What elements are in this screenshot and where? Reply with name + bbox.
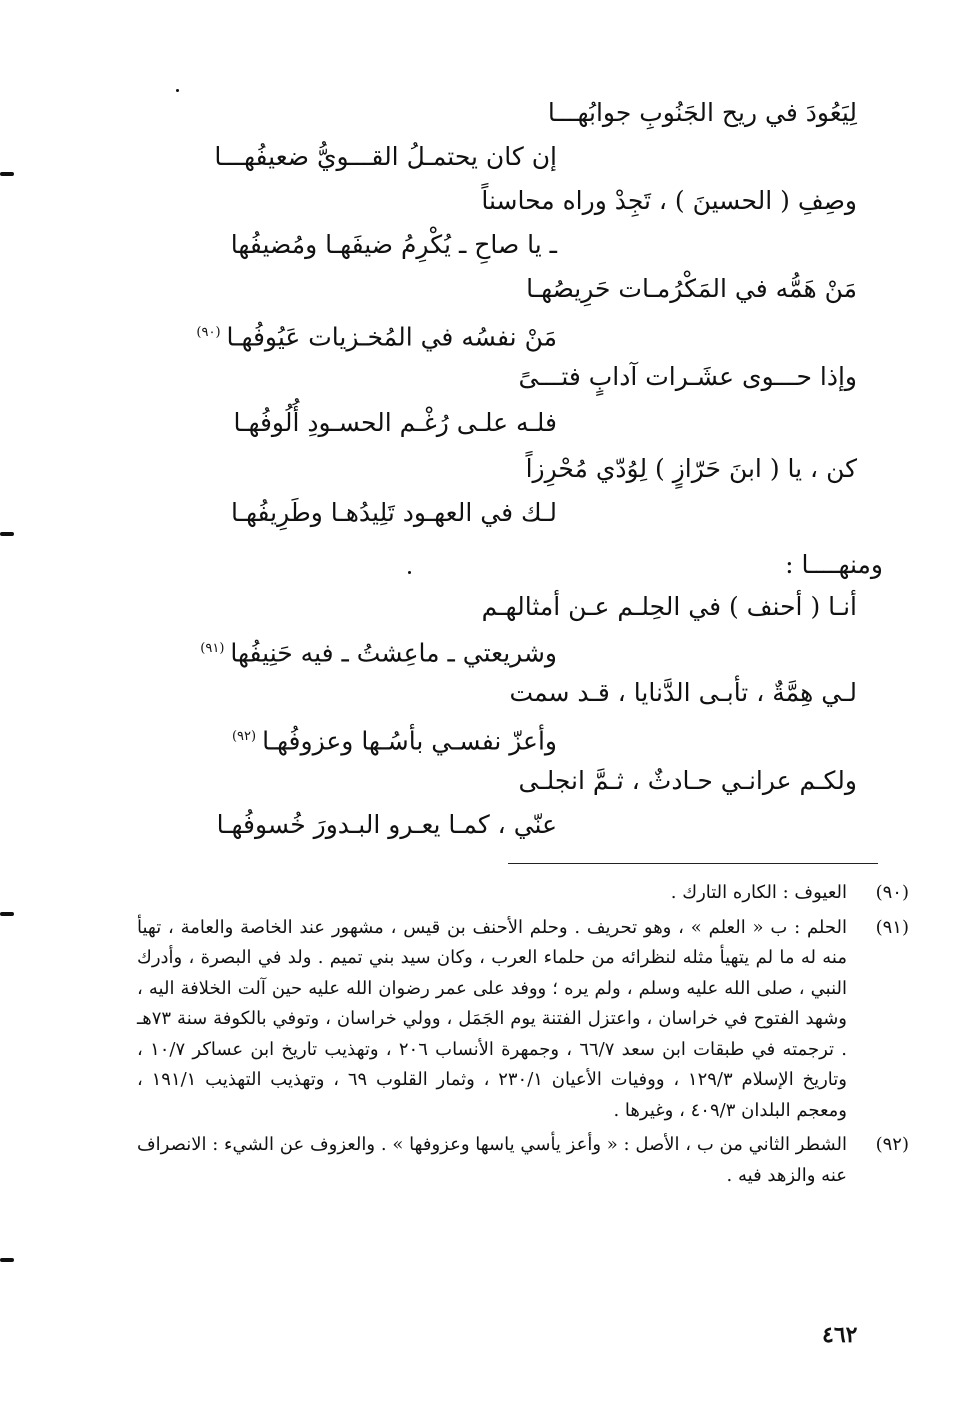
verse-line: لِيَعُودَ في ريح الجَنُوبِ جوابُهـــا bbox=[547, 98, 857, 127]
verse-line bbox=[232, 720, 557, 758]
verse-line: أنـا ( أحنف ) في الحِلـم عـن أمثالهـم bbox=[481, 592, 857, 621]
footnote-text: الحلم : ب « العلم » ، وهو تحريف . وحلم الأحنف بن قيس ، مشهور عند الخاصة والعامة ، تهيأ منه له ما لم يتهيأ مثله لنظرائه من حلماء العرب ، وكان سيد بني تميم . ولد في البصرة ، وأدرك النبي ، صلى الله عليه وسلم ، ولم يره ؛ ووفد على عمر رضوان الله عليه حين آلت الخلافة اليه ، وشهد الفتوح في خراسان ، واعتزل الفتنة يوم الجَمَل ، وولي خراسان ، وتوفي بالكوفة سنة ٧٣هـ . ترجمته في طبقات ابن سعد ٦٦/٧ ، وجمهرة الأنساب ٢٠٦ ، وتهذيب تاريخ ابن عساكر ١٠/٧ ، وتاريخ الإسلام ١٢٩/٣ ، ووفيات الأعيان ٢٣٠/١ ، وثمار القلوب ٦٩ ، وتهذيب التهذيب ١٩١/١ ، ومعجم البلدان ٤٠٩/٣ ، وغيرها . bbox=[137, 916, 848, 1121]
footnote-separator bbox=[508, 863, 878, 864]
verse-line: ـ يا صاحِ ـ يُكْرِمُ ضيفَهـا ومُضيفُها bbox=[230, 230, 557, 259]
verse-line: لـي هِمَّةٌ ، تأبـى الدَّنايا ، قـد سمت bbox=[509, 678, 857, 707]
footnote-text: الشطر الثاني من ب ، الأصل : « وأعز يأسي ياسها وعزوفها » . والعزوف عن الشيء : الانصراف عنه والزهد فيه . bbox=[137, 1134, 847, 1186]
verse-line: كن ، يا ( ابنَ حَرّازٍ ) لِوُدّي مُحْرِزاً bbox=[525, 454, 857, 483]
page-number: ٤٦٢ bbox=[822, 1322, 858, 1348]
footnote-text: العيوف : الكاره التارك . bbox=[670, 882, 847, 903]
footnote-number: (٩٠) bbox=[875, 882, 909, 903]
footnote-ref: (٩١) bbox=[200, 641, 225, 656]
verse-text: مَنْ نفسُه في المُخـزيات عَيُوفُهـا bbox=[226, 322, 557, 352]
footnote-ref: (٩٢) bbox=[231, 729, 257, 744]
footnote bbox=[137, 1130, 909, 1191]
speck bbox=[176, 89, 179, 92]
speck bbox=[408, 571, 411, 574]
verse-line bbox=[196, 316, 557, 354]
footnote-number: (٩٢) bbox=[875, 1134, 909, 1155]
verse-line bbox=[200, 632, 557, 670]
verse-text: وأعزّ نفسـي بأسُـها وعزوفُهـا bbox=[262, 726, 557, 756]
footnote-ref: (٩٠) bbox=[196, 325, 221, 340]
verse-line: ولكـم عرانـي حـادثٌ ، ثـمَّ انجلـى bbox=[518, 766, 857, 795]
verse-line: لـك في العهـود تَلِيدُهـا وطَرِيفُهـا bbox=[231, 498, 557, 527]
footnote bbox=[137, 878, 909, 909]
scan-mark bbox=[0, 172, 14, 176]
verse-line: عنّي ، كمـا يعـرو البـدورَ خُسوفُهـا bbox=[216, 810, 557, 839]
verse-line: مَنْ هَمُّه في المَكْرُمـات حَرِيصُهـا bbox=[526, 274, 857, 303]
section-label: ومنهــــا : bbox=[785, 550, 883, 579]
footnote bbox=[137, 913, 909, 1127]
scan-mark bbox=[0, 1258, 14, 1262]
scan-mark bbox=[0, 912, 14, 916]
verse-line: فلـه علـى رُغْـم الحسـودِ أُلُوفُهـا bbox=[233, 408, 557, 437]
verse-line: وإذا حـــوى عشَـرات آدابٍ فتـــىً bbox=[518, 362, 857, 391]
footnotes bbox=[137, 878, 909, 1195]
scan-mark bbox=[0, 532, 14, 536]
footnote-number: (٩١) bbox=[875, 916, 909, 938]
verse-line: إن كان يحتمـلُ القـــويُّ ضعيفُهـــا bbox=[214, 142, 557, 171]
verse-text: وشريعتي ـ ماعِشتُ ـ فيه حَنِيفُها bbox=[230, 638, 557, 668]
verse-line: وصِفِ ( الحسينَ ) ، تَجِدْ وراه محاسناً bbox=[481, 186, 857, 215]
